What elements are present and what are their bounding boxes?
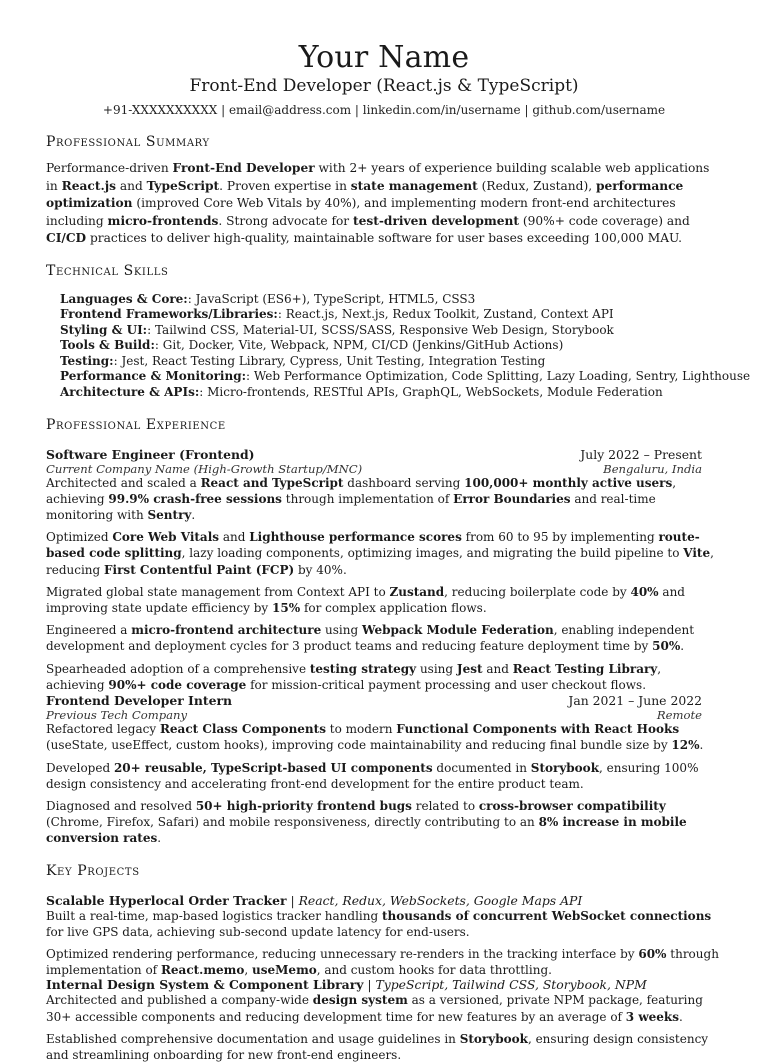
skill-label: Languages & Core: [60,291,188,306]
candidate-name: Your Name [298,40,470,75]
project-entry [46,894,722,979]
skill-value: : React.js, Next.js, Redux Toolkit, Zustand, Context API [277,307,614,322]
summary-heading: Professional Summary [46,134,210,150]
job-title: Software Engineer (Frontend) [46,446,255,462]
skill-label: Architecture & APIs: [60,385,200,400]
skill-row [60,385,722,401]
job-location: Remote [656,708,702,723]
job-bullet: Developed 20+ reusable, TypeScript-based UI components documented in Storybook, ensuring 100% design consistency and accelerating front-end development for the entire product team. [46,760,699,791]
contact-line: +91-XXXXXXXXXX | email@address.com | linkedin.com/in/username | github.com/username [102,103,666,117]
project-separator: | [286,892,299,908]
resume-page [46,0,751,1063]
projects-heading: Key Projects [46,862,140,879]
skill-value: : Web Performance Optimization, Code Splitting, Lazy Loading, Sentry, Lighthouse [246,369,751,384]
skill-value: : Git, Docker, Vite, Webpack, NPM, CI/CD (Jenkins/GitHub Actions) [154,338,564,353]
job-subheader [46,709,722,721]
job-header [46,447,722,463]
skill-label: Frontend Frameworks/Libraries: [60,307,278,322]
job-bullet: Spearheaded adoption of a comprehensive testing strategy using Jest and React Testing Library, achieving 90%+ code coverage for mission-critical payment processing and user checkout flows. [46,661,662,692]
job-location: Bengaluru, India [603,461,702,476]
job-dates: Jan 2021 – June 2022 [568,693,702,709]
project-bullet: Optimized rendering performance, reducing unnecessary re-renders in the tracking interface by 60% through implementation of React.memo, useMemo, and custom hooks for data throttling. [46,946,719,978]
job-bullet: Refactored legacy React Class Components to modern Functional Components with React Hooks (useState, useEffect, custom hooks), improving code maintainability and reducing final bundle size by 12%. [46,722,704,753]
project-name: Internal Design System & Component Library [46,977,364,993]
job-company: Current Company Name (High-Growth Startup/MNC) [46,461,363,476]
skill-value: : Tailwind CSS, Material-UI, SCSS/SASS, Responsive Web Design, Storybook [147,322,614,337]
skill-value: : Jest, React Testing Library, Cypress, Unit Testing, Integration Testing [113,353,546,368]
job-bullet: Architected and scaled a React and TypeScript dashboard serving 100,000+ monthly active users, achieving 99.9% crash-free sessions through implementation of Error Boundaries and real-time monitoring with Sentry. [46,475,677,523]
skill-label: Tools & Build: [60,338,155,353]
experience-heading: Professional Experience [46,416,226,433]
job-bullet: Optimized Core Web Vitals and Lighthouse performance scores from 60 to 95 by implementing route-based code splitting, lazy loading components, optimizing images, and migrating the build pipeline to Vite, reducing First Contentful Paint (FCP) by 40%. [46,530,714,577]
project-header [46,894,722,908]
skill-row [60,323,722,339]
skill-row [60,307,722,323]
skill-row [60,369,751,385]
project-header [46,978,722,992]
project-bullet: Built a real-time, map-based logistics tracker handling thousands of concurrent WebSocket connections for live GPS data, achieving sub-second update latency for end-users. [46,908,712,939]
job-entry [46,447,722,693]
summary-text: Performance-driven Front-End Developer with 2+ years of experience building scalable web applications in React.js and TypeScript. Proven expertise in state management (Redux, Zustand), performance optimization (improved Core Web Vitals by 40%), and implementing modern front-end architectures including micro-frontends. Strong advocate for test-driven development (90%+ code coverage) and CI/CD practices to deliver high-quality, maintainable software for user bases exceeding 100,000 MAU. [46,161,710,245]
skills-heading: Technical Skills [46,262,169,279]
project-separator: | [363,977,376,993]
skill-value: : JavaScript (ES6+), TypeScript, HTML5, CSS3 [187,291,476,306]
skill-row [60,292,722,308]
job-entry [46,693,722,846]
skill-label: Styling & UI: [60,322,148,337]
job-bullet: Diagnosed and resolved 50+ high-priority frontend bugs related to cross-browser compatibility (Chrome, Firefox, Safari) and mobile responsiveness, directly contributing to an 8% increase in mobile conversion rates. [46,798,687,846]
job-header [46,693,722,709]
skill-row [60,354,722,370]
job-bullet: Migrated global state management from Context API to Zustand, reducing boilerplate code by 40% and improving state update efficiency by 15% for complex application flows. [46,584,685,616]
project-bullet: Architected and published a company-wide design system as a versioned, private NPM package, featuring 30+ accessible components and reducing development time for new features by an average of 3 weeks. [46,993,703,1024]
skill-value: : Micro-frontends, RESTful APIs, GraphQL, WebSockets, Module Federation [199,385,663,400]
job-subheader [46,463,722,475]
skills-list [46,291,751,401]
skill-row [60,338,722,354]
job-bullet: Engineered a micro-frontend architecture using Webpack Module Federation, enabling independent development and deployment cycles for 3 product teams and reducing feature deployment time by 50%. [46,623,695,654]
project-tech: TypeScript, Tailwind CSS, Storybook, NPM [375,977,647,993]
project-name: Scalable Hyperlocal Order Tracker [46,892,287,908]
job-title: Frontend Developer Intern [46,693,232,709]
job-dates: July 2022 – Present [580,446,702,462]
project-bullet: Established comprehensive documentation and usage guidelines in Storybook, ensuring design consistency and streamlining onboarding for new front-end engineers. [46,1031,709,1062]
job-company: Previous Tech Company [46,708,188,723]
project-entry [46,978,722,1063]
candidate-role: Front-End Developer (React.js & TypeScript) [189,76,579,96]
skill-label: Performance & Monitoring: [60,369,247,384]
project-tech: React, Redux, WebSockets, Google Maps API [298,892,583,908]
skill-label: Testing: [60,353,114,368]
